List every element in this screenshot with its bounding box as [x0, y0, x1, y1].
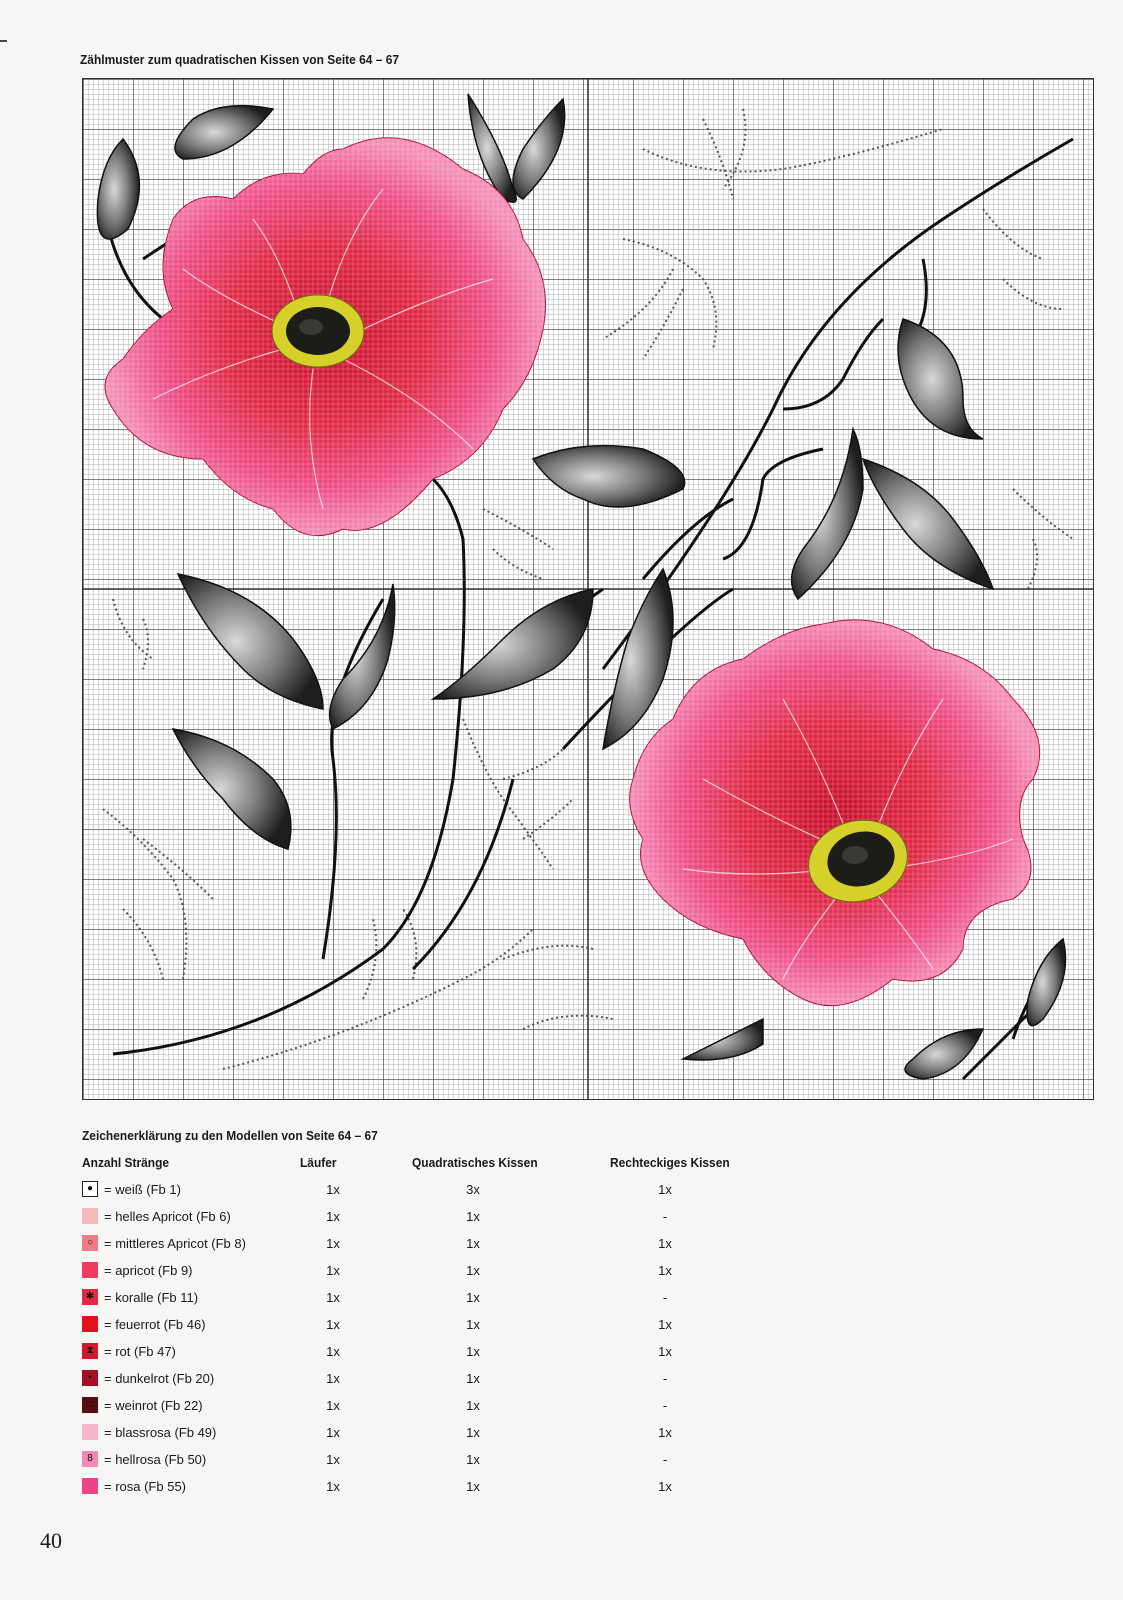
qty-rechteckig: 1x	[658, 1182, 672, 1197]
color-label: = rot (Fb 47)	[104, 1344, 176, 1359]
qty-quadratisch: 1x	[466, 1479, 480, 1494]
qty-rechteckig: 1x	[658, 1344, 672, 1359]
legend-title: Zeichenerklärung zu den Modellen von Seite 64 – 67	[82, 1128, 378, 1143]
color-swatch	[82, 1316, 98, 1332]
color-swatch: 8	[82, 1451, 98, 1467]
qty-quadratisch: 1x	[466, 1263, 480, 1278]
color-label: = rosa (Fb 55)	[104, 1479, 187, 1494]
legend-row	[82, 1179, 782, 1201]
qty-quadratisch: 1x	[466, 1317, 480, 1332]
color-swatch: ●	[82, 1181, 98, 1197]
legend-row	[82, 1422, 782, 1444]
qty-laeufer: 1x	[326, 1263, 340, 1278]
color-label: = koralle (Fb 11)	[104, 1290, 199, 1305]
color-swatch	[82, 1208, 98, 1224]
legend-row	[82, 1260, 782, 1282]
qty-rechteckig: 1x	[658, 1236, 672, 1251]
qty-rechteckig: 1x	[658, 1425, 672, 1440]
cross-stitch-chart	[82, 78, 1094, 1100]
color-label: = weinrot (Fb 22)	[104, 1398, 203, 1413]
color-label: = mittleres Apricot (Fb 8)	[104, 1236, 246, 1251]
color-swatch: ✱	[82, 1289, 98, 1305]
color-label: = feuerrot (Fb 46)	[104, 1317, 206, 1332]
legend-header-laeufer: Läufer	[300, 1155, 337, 1170]
legend-row	[82, 1206, 782, 1228]
qty-quadratisch: 1x	[466, 1398, 480, 1413]
color-swatch	[82, 1424, 98, 1440]
page-title: Zählmuster zum quadratischen Kissen von Seite 64 – 67	[80, 52, 400, 67]
color-swatch: ○	[82, 1235, 98, 1251]
qty-rechteckig: -	[662, 1398, 668, 1413]
legend-row	[82, 1233, 782, 1255]
qty-rechteckig: -	[662, 1452, 668, 1467]
qty-quadratisch: 1x	[466, 1344, 480, 1359]
qty-rechteckig: 1x	[658, 1317, 672, 1332]
color-label: = blassrosa (Fb 49)	[104, 1425, 217, 1440]
color-label: = apricot (Fb 9)	[104, 1263, 193, 1278]
qty-quadratisch: 1x	[466, 1452, 480, 1467]
legend-row	[82, 1395, 782, 1417]
qty-laeufer: 1x	[326, 1344, 340, 1359]
legend-row	[82, 1341, 782, 1363]
qty-laeufer: 1x	[326, 1209, 340, 1224]
legend-row	[82, 1287, 782, 1309]
chart-artwork	[83, 79, 1093, 1099]
qty-laeufer: 1x	[326, 1317, 340, 1332]
color-label: = helles Apricot (Fb 6)	[104, 1209, 231, 1224]
color-label: = dunkelrot (Fb 20)	[104, 1371, 215, 1386]
legend-header-rechteckig: Rechteckiges Kissen	[610, 1155, 730, 1170]
qty-laeufer: 1x	[326, 1236, 340, 1251]
qty-rechteckig: -	[662, 1290, 668, 1305]
color-swatch: •	[82, 1370, 98, 1386]
qty-quadratisch: 3x	[466, 1182, 480, 1197]
color-swatch: □	[82, 1397, 98, 1413]
lower-flower	[630, 620, 1040, 1006]
qty-rechteckig: 1x	[658, 1479, 672, 1494]
qty-quadratisch: 1x	[466, 1425, 480, 1440]
color-swatch	[82, 1262, 98, 1278]
legend-row	[82, 1449, 782, 1471]
qty-quadratisch: 1x	[466, 1236, 480, 1251]
qty-rechteckig: -	[662, 1209, 668, 1224]
legend-row	[82, 1314, 782, 1336]
qty-quadratisch: 1x	[466, 1290, 480, 1305]
upper-flower	[105, 138, 546, 536]
legend-row	[82, 1476, 782, 1498]
qty-laeufer: 1x	[326, 1425, 340, 1440]
qty-rechteckig: 1x	[658, 1263, 672, 1278]
legend-row	[82, 1368, 782, 1390]
color-swatch: ⧗	[82, 1343, 98, 1359]
qty-laeufer: 1x	[326, 1290, 340, 1305]
qty-laeufer: 1x	[326, 1182, 340, 1197]
qty-laeufer: 1x	[326, 1452, 340, 1467]
legend-header-quadratisch: Quadratisches Kissen	[412, 1155, 538, 1170]
page-number: 40	[40, 1528, 62, 1553]
qty-laeufer: 1x	[326, 1398, 340, 1413]
qty-laeufer: 1x	[326, 1479, 340, 1494]
qty-quadratisch: 1x	[466, 1371, 480, 1386]
qty-rechteckig: -	[662, 1371, 668, 1386]
page-edge-mark	[0, 40, 7, 42]
color-swatch	[82, 1478, 98, 1494]
legend-header-label: Anzahl Stränge	[82, 1155, 170, 1170]
color-label: = weiß (Fb 1)	[104, 1182, 181, 1197]
qty-laeufer: 1x	[326, 1371, 340, 1386]
color-label: = hellrosa (Fb 50)	[104, 1452, 207, 1467]
qty-quadratisch: 1x	[466, 1209, 480, 1224]
